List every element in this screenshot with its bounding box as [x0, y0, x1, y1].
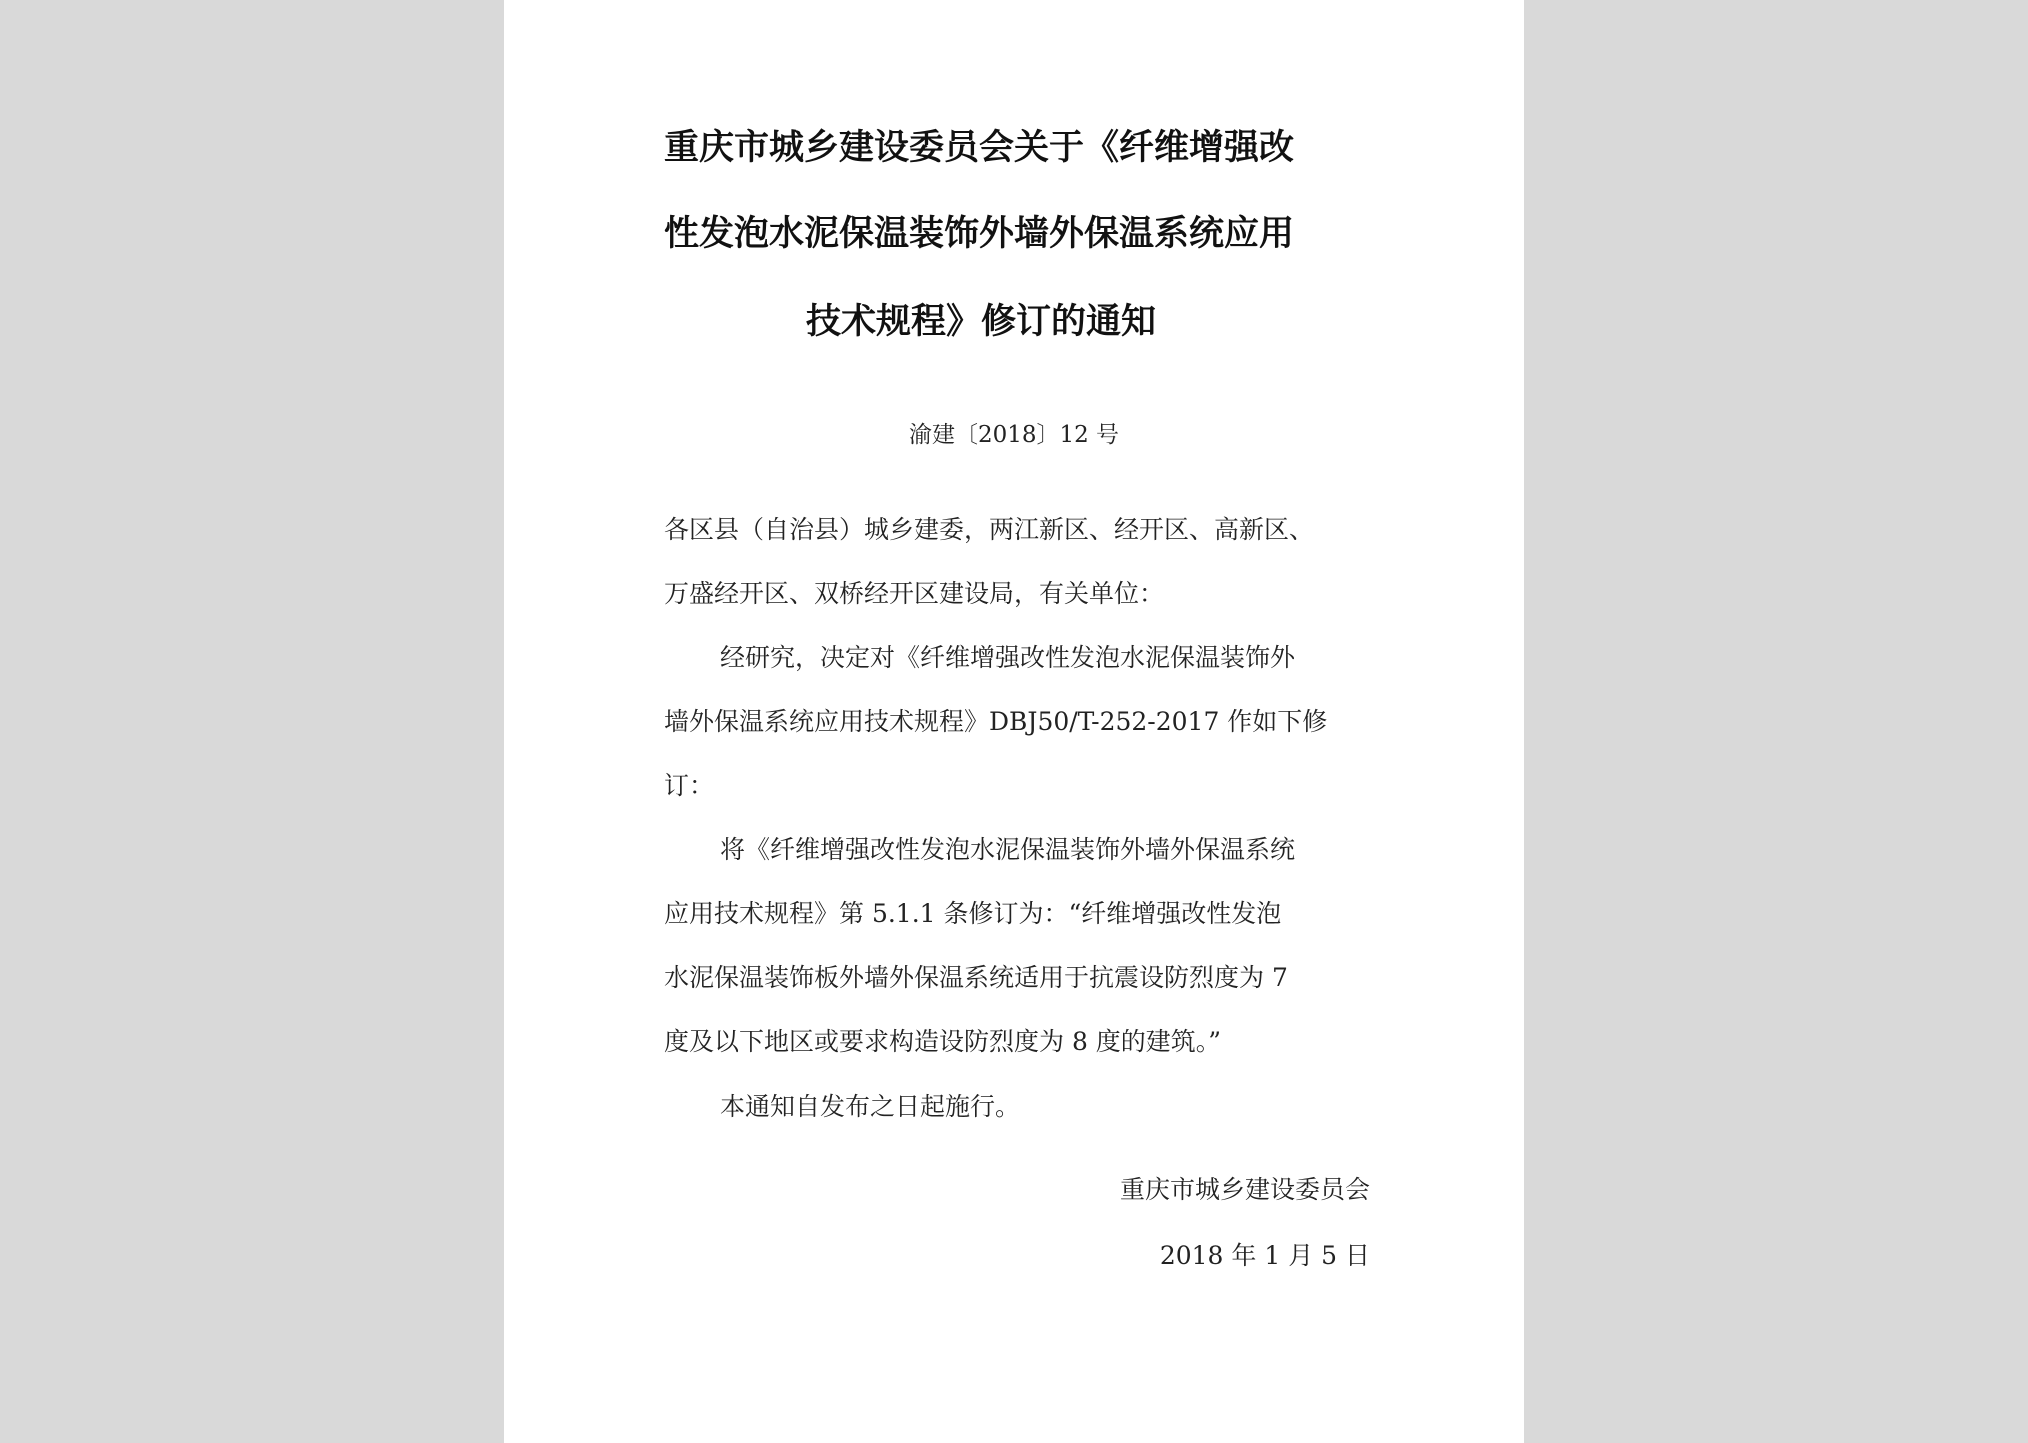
body-line: 将《纤维增强改性发泡水泥保温装饰外墙外保温系统: [720, 835, 1296, 864]
body-line: 订：: [664, 771, 715, 800]
body-line: 应用技术规程》第 5.1.1 条修订为：“纤维增强改性发泡: [664, 899, 1282, 928]
document-title-line-3: 技术规程》修订的通知: [806, 302, 1157, 342]
document-title-line-2: 性发泡水泥保温装饰外墙外保温系统应用: [664, 214, 1295, 254]
signature-organization: 重庆市城乡建设委员会: [1119, 1175, 1370, 1204]
body-line: 墙外保温系统应用技术规程》DBJ50/T-252-2017 作如下修: [664, 707, 1328, 736]
signature-date: 2018 年 1 月 5 日: [1159, 1241, 1370, 1270]
addressee-line-2: 万盛经开区、双桥经开区建设局，有关单位：: [664, 579, 1165, 608]
body-line: 水泥保温装饰板外墙外保温系统适用于抗震设防烈度为 7: [664, 963, 1288, 992]
addressee-line-1: 各区县（自治县）城乡建委，两江新区、经开区、高新区、: [664, 515, 1315, 544]
body-line: 本通知自发布之日起施行。: [720, 1092, 1021, 1121]
document-title-line-1: 重庆市城乡建设委员会关于《纤维增强改: [664, 128, 1295, 168]
document-page: [504, 0, 1524, 1443]
document-number: 渝建〔2018〕12 号: [908, 422, 1120, 448]
body-line: 度及以下地区或要求构造设防烈度为 8 度的建筑。”: [664, 1027, 1222, 1056]
body-line: 经研究，决定对《纤维增强改性发泡水泥保温装饰外: [720, 643, 1296, 672]
